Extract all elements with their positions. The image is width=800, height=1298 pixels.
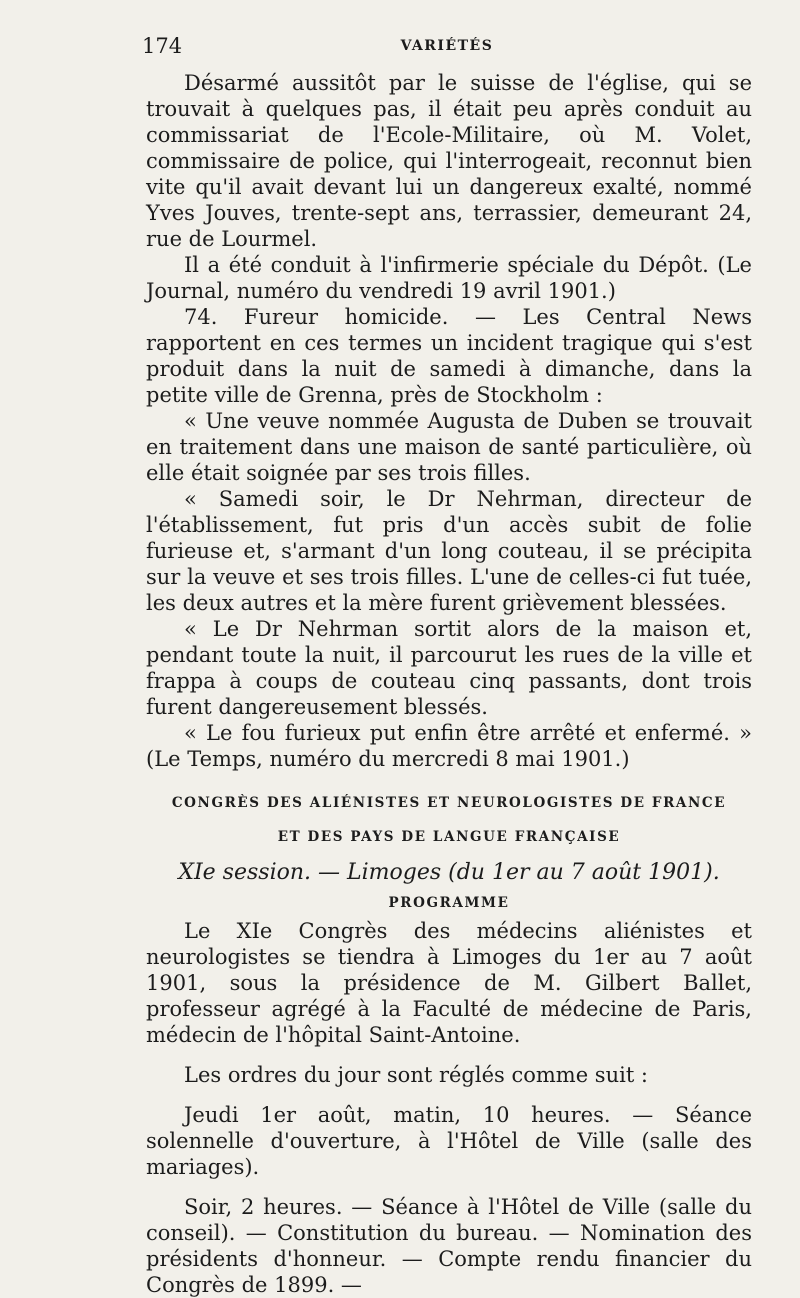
paragraph: « Une veuve nommée Augusta de Duben se trouvait en traitement dans une maison de santé particulière, où elle était soignée par ses trois filles. (146, 409, 752, 485)
paragraph: Désarmé aussitôt par le suisse de l'église, qui se trouvait à quelques pas, il était peu après conduit au commissariat de l'Ecole-Militaire, où M. Volet, commissaire de police, qui l'interrogeait, reconnut bien vite qu'il avait devant lui un dangereux exalté, nommé Yves Jouves, trente-sept ans, terrassier, demeurant 24, rue de Lourmel. (146, 71, 752, 251)
running-title: VARIÉTÉS (400, 38, 494, 54)
session-line: XIe session. — Limoges (du 1er au 7 août 1901). (178, 860, 720, 885)
section-title-line1: CONGRÈS DES ALIÉNISTES ET NEUROLOGISTES DE FRANCE (171, 795, 727, 811)
programme-paragraph: Jeudi 1er août, matin, 10 heures. — Séance solennelle d'ouverture, à l'Hôtel de Ville (salle des mariages). (146, 1103, 752, 1179)
page-header (142, 34, 752, 62)
programme-paragraph: Le XIe Congrès des médecins aliénistes et neurologistes se tiendra à Limoges du 1er au 7 août 1901, sous la présidence de M. Gilbert Ballet, professeur agrégé à la Faculté de médecine de Paris, médecin de l'hôpital Saint-Antoine. (146, 919, 752, 1047)
programme-paragraph: Soir, 2 heures. — Séance à l'Hôtel de Ville (salle du conseil). — Constitution du bureau. — Nomination des présidents d'honneur. — Compte rendu financier du Congrès de 1899. — (146, 1195, 752, 1297)
programme-paragraph: Les ordres du jour sont réglés comme suit : (184, 1063, 649, 1087)
page-number: 174 (142, 34, 183, 58)
paragraph: « Le Dr Nehrman sortit alors de la maison et, pendant toute la nuit, il parcourut les rues de la ville et frappa à coups de couteau cinq passants, dont trois furent dangereusement blessés. (146, 617, 752, 719)
section-title-line2: ET DES PAYS DE LANGUE FRANÇAISE (277, 829, 621, 845)
paragraph: « Samedi soir, le Dr Nehrman, directeur de l'établissement, fut pris d'un accès subit de folie furieuse et, s'armant d'un long couteau, il se précipita sur la veuve et ses trois filles. L'une de celles-ci fut tuée, les deux autres et la mère furent grièvement blessées. (146, 487, 752, 615)
programme-heading: PROGRAMME (388, 895, 510, 911)
paragraph: 74. Fureur homicide. — Les Central News rapportent en ces termes un incident tragique qui s'est produit dans la nuit de samedi à dimanche, dans la petite ville de Grenna, près de Stockholm : (146, 305, 752, 407)
page-body (146, 70, 752, 1298)
paragraph: Il a été conduit à l'infirmerie spéciale du Dépôt. (Le Journal, numéro du vendredi 19 avril 1901.) (146, 253, 752, 303)
paragraph: « Le fou furieux put enfin être arrêté et enfermé. » (Le Temps, numéro du mercredi 8 mai 1901.) (146, 721, 752, 771)
